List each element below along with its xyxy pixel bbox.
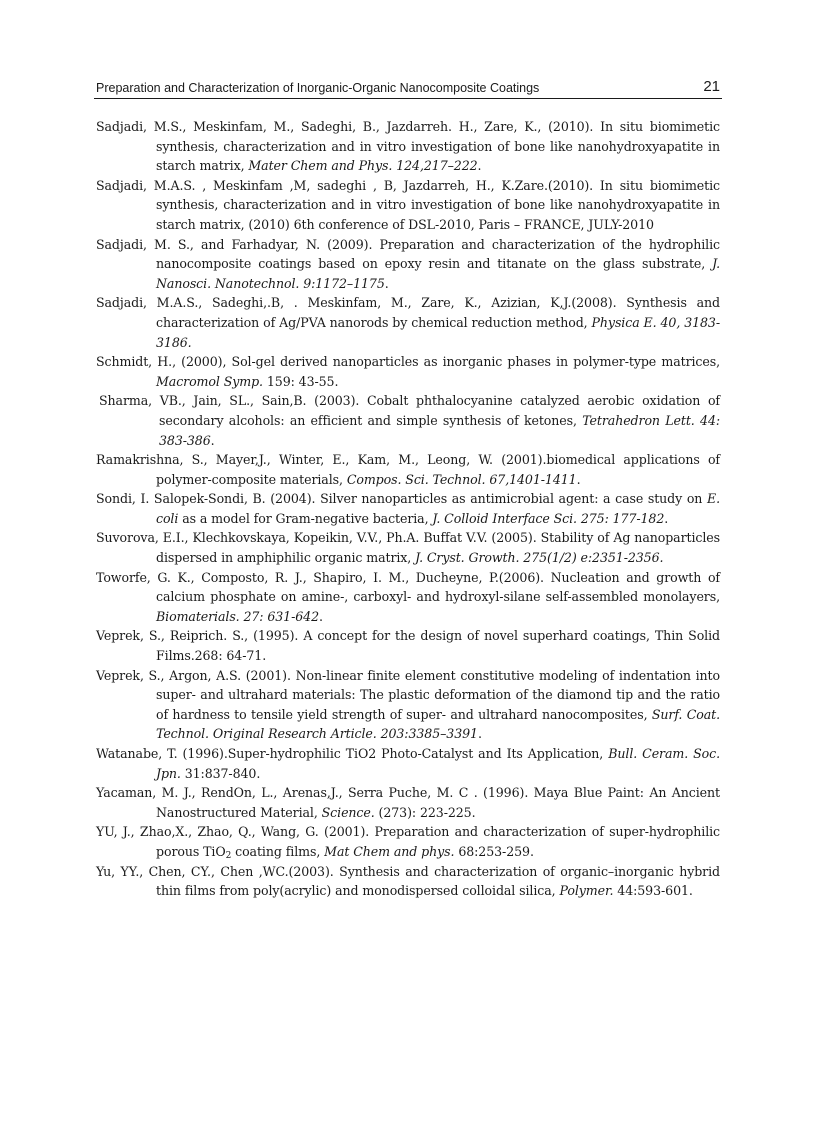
reference-item: Veprek, S., Argon, A.S. (2001). Non-linear finite element constitutive modeling of indentation into super- and ultrahard materials: The plastic deformation of the diamond tip and the ratio of hardness to tensile yield strength of super- and ultrahard nanocomposites, Surf. Coat. Technol. Original Research Article. 203:3385–3391.: [96, 667, 720, 742]
reference-item: Watanabe, T. (1996).Super-hydrophilic TiO2 Photo-Catalyst and Its Application, Bull. Ceram. Soc. Jpn. 31:837-840.: [96, 746, 721, 781]
reference-item: Sharma, VB., Jain, SL., Sain,B. (2003). Cobalt phthalocyanine catalyzed aerobic oxidation of secondary alcohols: an efficient and simple synthesis of ketones, Tetrahedron Lett. 44: 383-386.: [99, 393, 720, 448]
page-number: 21: [703, 78, 720, 95]
reference-item: Sondi, I. Salopek-Sondi, B. (2004). Silver nanoparticles as antimicrobial agent: a case study on E. coli as a model for Gram-negative bacteria, J. Colloid Interface Sci. 275: 177-182.: [96, 491, 720, 526]
page-header: [94, 78, 722, 99]
reference-item: Ramakrishna, S., Mayer,J., Winter, E., Kam, M., Leong, W. (2001).biomedical applications of polymer-composite materials, Compos. Sci. Technol. 67,1401-1411.: [96, 452, 720, 487]
reference-item: Sadjadi, M.A.S., Sadeghi,.B, . Meskinfam, M., Zare, K., Azizian, K,J.(2008). Synthesis and characterization of Ag/PVA nanorods by chemical reduction method, Physica E. 40, 3183-3186.: [96, 295, 721, 350]
reference-item: Schmidt, H., (2000), Sol-gel derived nanoparticles as inorganic phases in polymer-type matrices, Macromol Symp. 159: 43-55.: [96, 354, 720, 389]
reference-item: Sadjadi, M.A.S. , Meskinfam ,M, sadeghi , B, Jazdarreh, H., K.Zare.(2010). In situ biomimetic synthesis, characterization and in vitro investigation of bone like nanohydroxyapatite in starch matrix, (2010) 6th conference of DSL-2010, Paris – FRANCE, JULY-2010: [96, 177, 720, 232]
reference-item: Sadjadi, M. S., and Farhadyar, N. (2009). Preparation and characterization of the hydrophilic nanocomposite coatings based on epoxy resin and titanate on the glass substrate, J. Nanosci. Nanotechnol. 9:1172–1175.: [96, 236, 720, 291]
reference-list: [96, 117, 720, 901]
reference-item: Yu, YY., Chen, CY., Chen ,WC.(2003). Synthesis and characterization of organic–inorganic hybrid thin films from poly(acrylic) and monodispersed colloidal silica, Polymer. 44:593-601.: [96, 863, 720, 899]
reference-item: Suvorova, E.I., Klechkovskaya, Kopeikin, V.V., Ph.A. Buffat V.V. (2005). Stability of Ag nanoparticles dispersed in amphiphilic organic matrix, J. Cryst. Growth. 275(1/2) e:2351-2356.: [96, 530, 720, 566]
reference-item: Veprek, S., Reiprich. S., (1995). A concept for the design of novel superhard coatings, Thin Solid Films.268: 64-71.: [96, 628, 720, 664]
reference-item: YU, J., Zhao,X., Zhao, Q., Wang, G. (2001). Preparation and characterization of super-hydrophilic porous TiO$_2$ coating films, Mat Chem and phys. 68:253-259.: [96, 824, 720, 861]
reference-item: Yacaman, M. J., RendOn, L., Arenas,J., Serra Puche, M. C . (1996). Maya Blue Paint: An Ancient Nanostructured Material, Science. (273): 223-225.: [96, 785, 720, 820]
reference-item: Sadjadi, M.S., Meskinfam, M., Sadeghi, B., Jazdarreh. H., Zare, K., (2010). In situ biomimetic synthesis, characterization and in vitro investigation of bone like nanohydroxyapatite in starch matrix, Mater Chem and Phys. 124,217–222.: [96, 119, 720, 174]
running-title: Preparation and Characterization of Inorganic-Organic Nanocomposite Coatings: [96, 81, 540, 95]
reference-item: Toworfe, G. K., Composto, R. J., Shapiro, I. M., Ducheyne, P.(2006). Nucleation and growth of calcium phosphate on amine-, carboxyl- and hydroxyl-silane self-assembled monolayers, Biomaterials. 27: 631-642.: [96, 569, 720, 624]
